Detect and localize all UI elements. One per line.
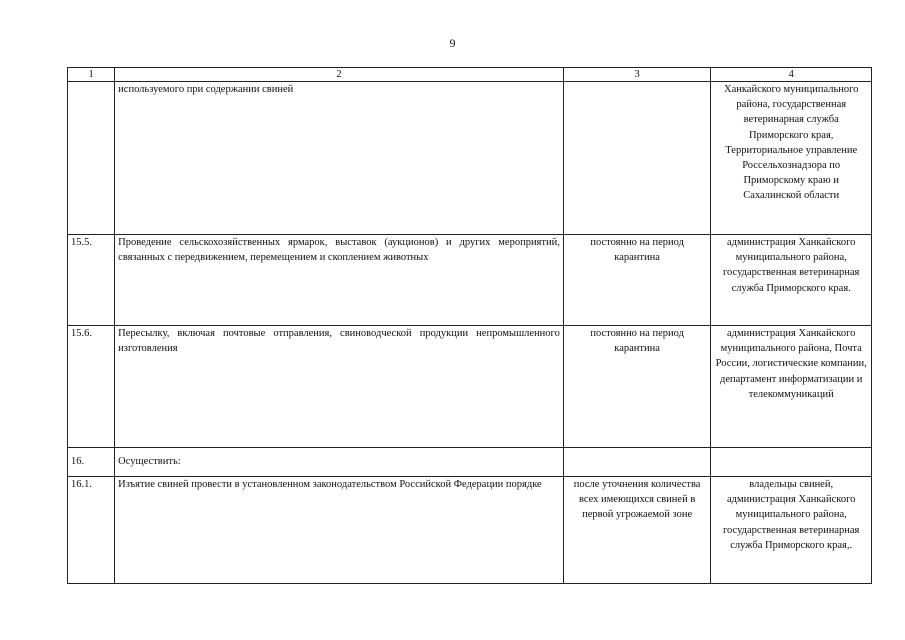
row-number: 15.5. bbox=[68, 235, 115, 326]
row-measure-text: Проведение сельскохозяйственных ярмарок, выставок (аукционов) и других мероприятий, связанных с передвижением, перемещением и скоплением животных bbox=[115, 235, 564, 326]
row-responsible bbox=[711, 448, 872, 477]
row-measure-text: используемого при содержании свиней bbox=[115, 82, 564, 235]
column-header-2: 2 bbox=[115, 68, 564, 82]
column-header-1: 1 bbox=[68, 68, 115, 82]
row-term bbox=[563, 448, 711, 477]
table-row bbox=[68, 448, 872, 477]
table-row bbox=[68, 326, 872, 448]
table-row bbox=[68, 82, 872, 235]
row-section-heading: Осуществить: bbox=[115, 448, 564, 477]
row-responsible: администрация Ханкайского муниципального района, государственная ветеринарная служба Приморского края. bbox=[711, 235, 872, 326]
row-number: 15.6. bbox=[68, 326, 115, 448]
column-header-3: 3 bbox=[563, 68, 711, 82]
column-header-4: 4 bbox=[711, 68, 872, 82]
row-responsible: администрация Ханкайского муниципального района, Почта России, логистические компании, департамент информатизации и телекоммуникаций bbox=[711, 326, 872, 448]
row-term: постоянно на период карантина bbox=[563, 326, 711, 448]
table-row bbox=[68, 235, 872, 326]
table-row bbox=[68, 477, 872, 584]
row-measure-text: Пересылку, включая почтовые отправления, свиноводческой продукции непромышленного изготовления bbox=[115, 326, 564, 448]
row-term: после уточнения количества всех имеющихся свиней в первой угрожаемой зоне bbox=[563, 477, 711, 584]
page-number: 9 bbox=[449, 36, 456, 50]
measures-table bbox=[67, 67, 872, 584]
row-term: постоянно на период карантина bbox=[563, 235, 711, 326]
row-responsible: владельцы свиней, администрация Ханкайского муниципального района, государственная ветеринарная служба Приморского края,. bbox=[711, 477, 872, 584]
row-responsible: Ханкайского муниципального района, государственная ветеринарная служба Приморского края, Территориальное управление Россельхознадзора по Приморскому краю и Сахалинской области bbox=[711, 82, 872, 235]
row-number: 16.1. bbox=[68, 477, 115, 584]
row-measure-text: Изъятие свиней провести в установленном законодательством Российской Федерации порядке bbox=[115, 477, 564, 584]
table-header-row bbox=[68, 68, 872, 82]
row-term bbox=[563, 82, 711, 235]
row-number bbox=[68, 82, 115, 235]
row-number: 16. bbox=[68, 448, 115, 477]
